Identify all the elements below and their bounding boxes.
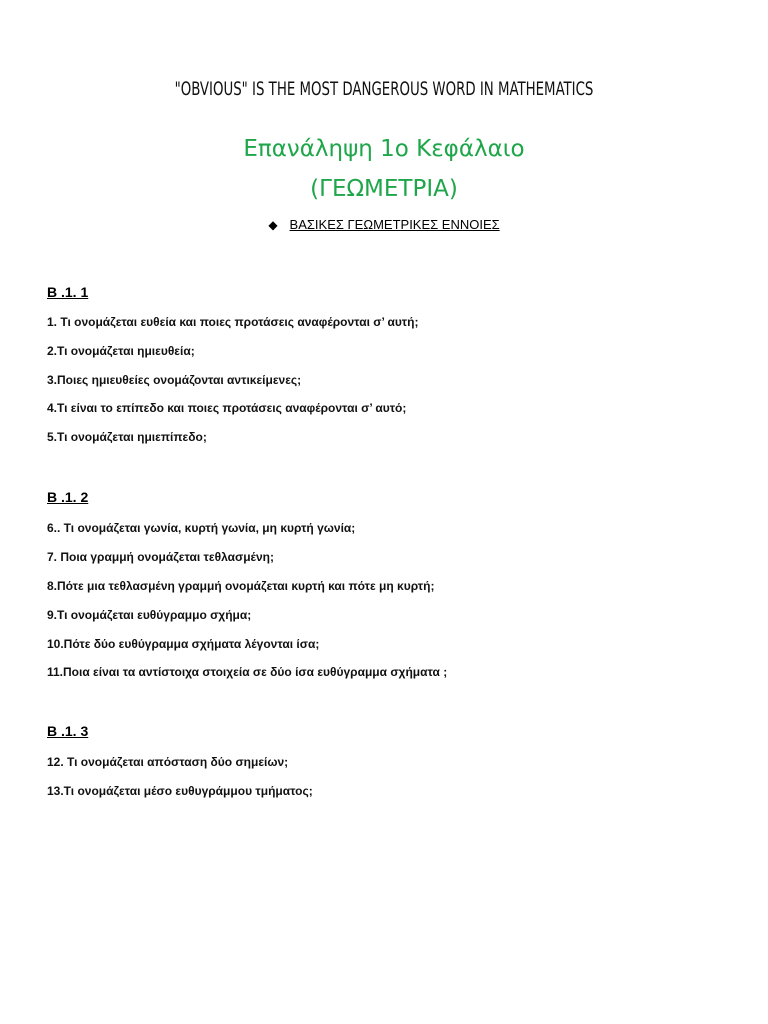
question-item: 2.Τι ονομάζεται ημιευθεία; (47, 344, 195, 358)
question-item: 11.Ποια είναι τα αντίστοιχα στοιχεία σε δύο ίσα ευθύγραμμα σχήματα ; (47, 665, 448, 679)
question-item: 7. Ποια γραμμή ονομάζεται τεθλασμένη; (47, 550, 274, 564)
question-item: 4.Τι είναι το επίπεδο και ποιες προτάσεις αναφέρονται σ’ αυτό; (47, 401, 407, 415)
section-heading-b13: Β .1. 3 (47, 723, 89, 739)
question-item: 9.Τι ονομάζεται ευθύγραμμο σχήμα; (47, 608, 252, 622)
motto-header: "OBVIOUS" IS THE MOST DANGEROUS WORD IN MATHEMATICS (174, 78, 594, 100)
section-heading-b12: Β .1. 2 (47, 489, 89, 505)
question-item: 10.Πότε δύο ευθύγραμμα σχήματα λέγονται ίσα; (47, 637, 320, 651)
topic-heading: ΒΑΣΙΚΕΣ ΓΕΩΜΕΤΡΙΚΕΣ ΕΝΝΟΙΕΣ (289, 217, 500, 232)
question-item: 6.. Τι ονομάζεται γωνία, κυρτή γωνία, μη κυρτή γωνία; (47, 521, 356, 535)
section-heading-b11: Β .1. 1 (47, 284, 89, 300)
question-item: 8.Πότε μια τεθλασμένη γραμμή ονομάζεται κυρτή και πότε μη κυρτή; (47, 579, 435, 593)
topic-heading-line (0, 217, 768, 232)
question-item: 5.Τι ονομάζεται ημιεπίπεδο; (47, 430, 207, 444)
question-item: 12. Τι ονομάζεται απόσταση δύο σημείων; (47, 755, 289, 769)
question-item: 3.Ποιες ημιευθείες ονομάζονται αντικείμενες; (47, 373, 302, 387)
question-item: 13.Τι ονομάζεται μέσο ευθυγράμμου τμήματος; (47, 784, 313, 798)
diamond-bullet-icon: ◆ (268, 218, 278, 232)
page-title: Επανάληψη 1ο Κεφάλαιο (243, 136, 525, 162)
page-subtitle: (ΓΕΩΜΕΤΡΙΑ) (310, 176, 458, 202)
question-item: 1. Τι ονομάζεται ευθεία και ποιες προτάσεις αναφέρονται σ’ αυτή; (47, 315, 419, 329)
